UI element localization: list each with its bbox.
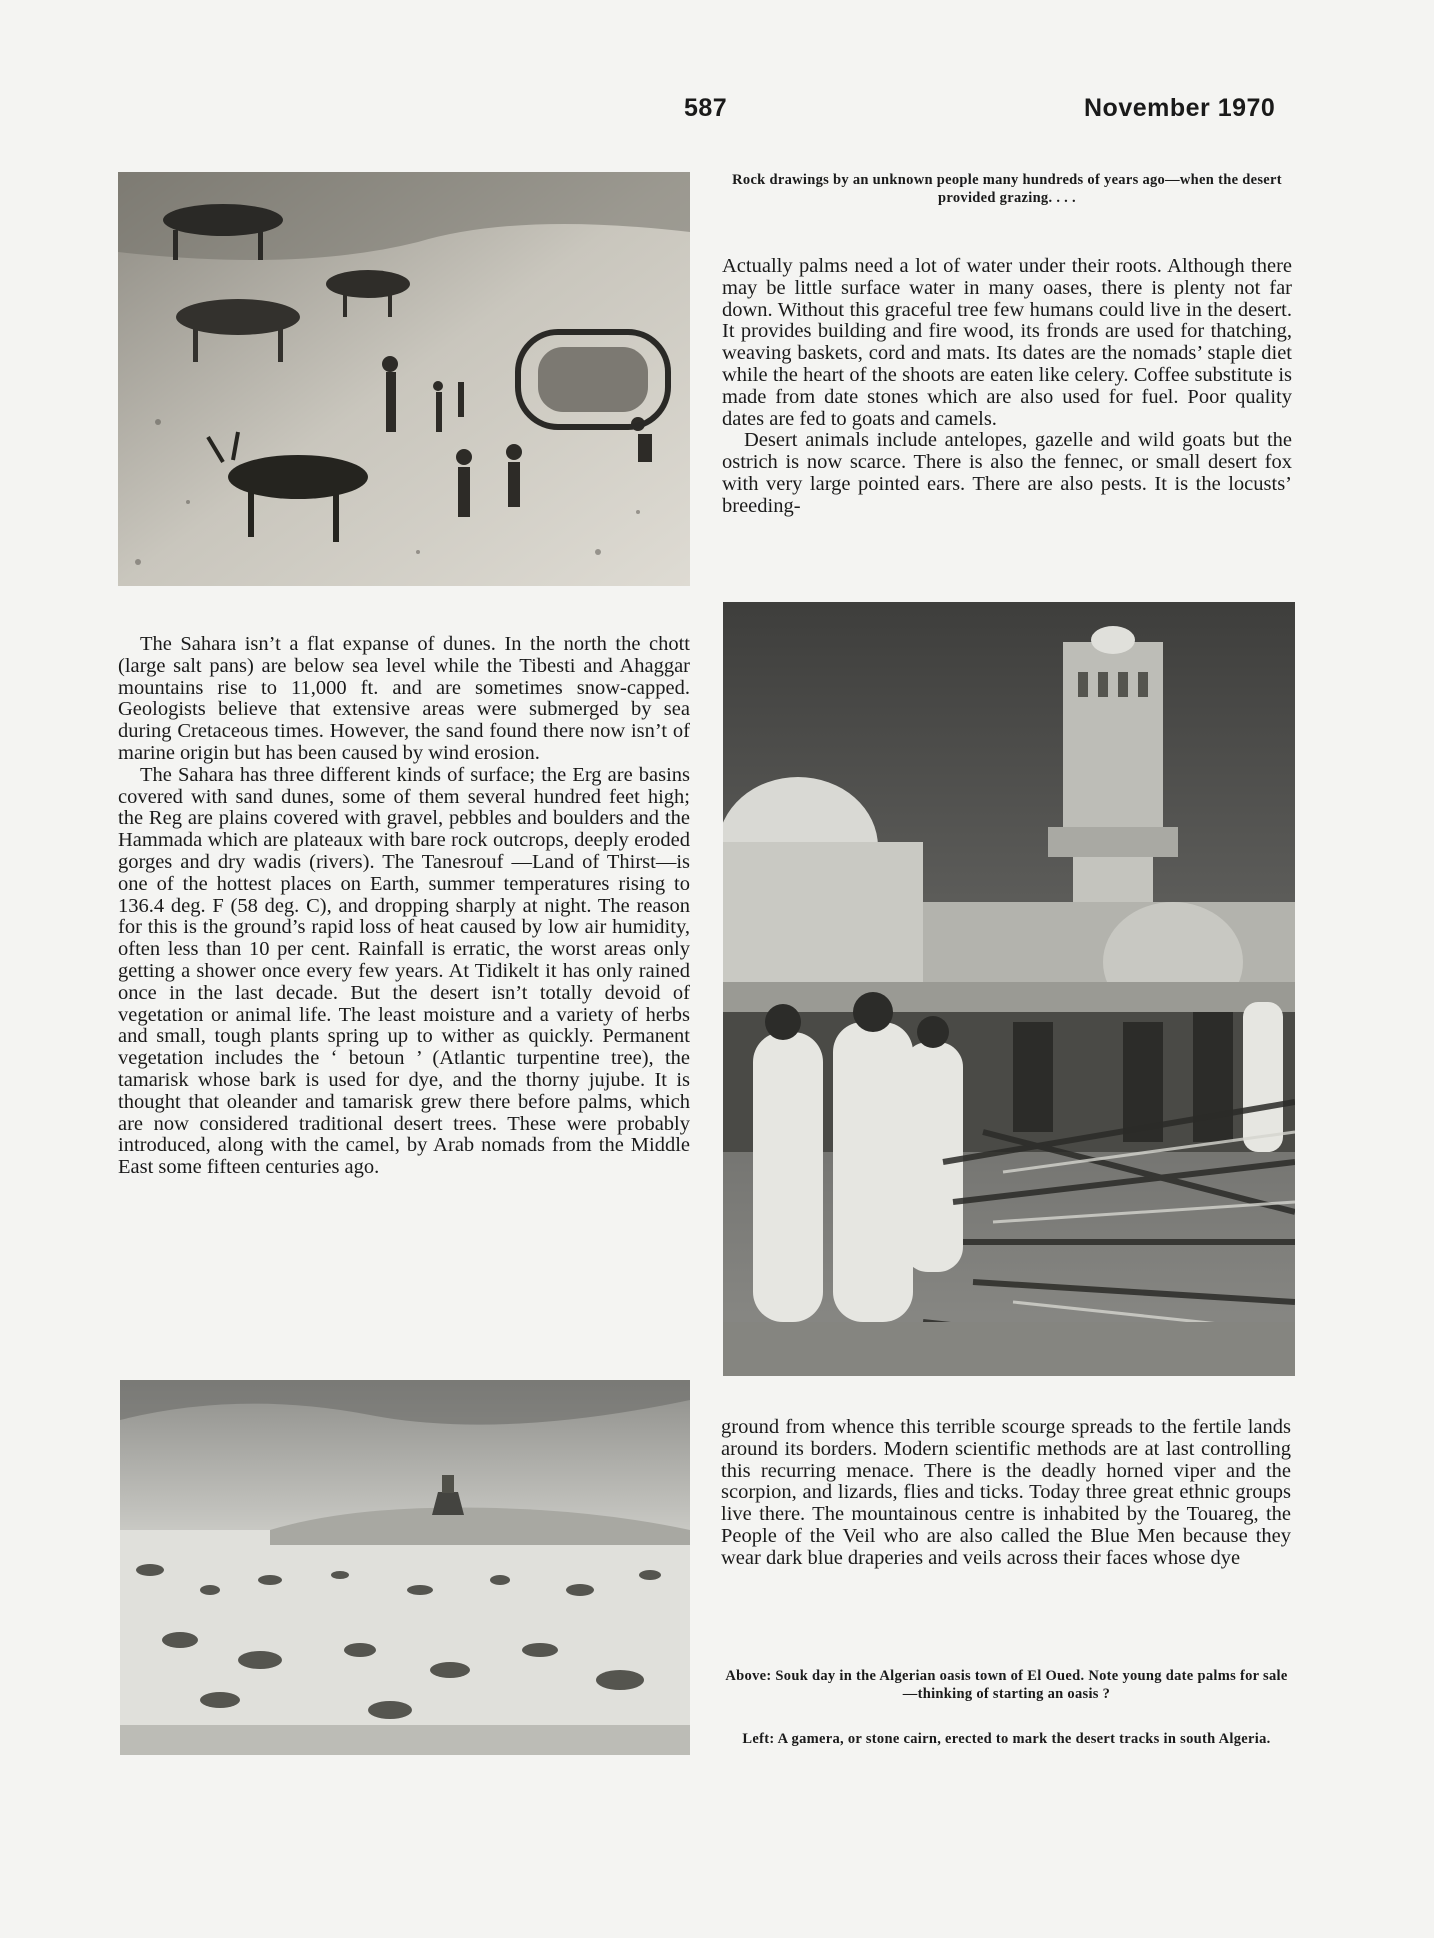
text-column-left — [118, 634, 690, 1179]
paragraph: The Sahara has three different kinds of surface; the Erg are basins covered with sand dunes, some of them several hundred feet high; the Reg are plains covered with gravel, pebbles and boulders and the Hammada which are plateaux with bare rock outcrops, deeply eroded gorges and dry wadis (rivers). The Tanesrouf —Land of Thirst—is one of the hottest places on Earth, summer temperatures rising to 136.4 deg. F (58 deg. C), and dropping sharply at night. The reason for this is the ground’s rapid loss of heat caused by low air humidity, often less than 10 per cent. Rainfall is erratic, the worst areas only getting a shower once every few years. At Tidikelt it has only rained once in the last decade. But the desert isn’t totally devoid of vegetation or animal life. The least moisture and a variety of herbs and small, tough plants spring up to wither as quickly. Permanent vegetation includes the ‘ betoun ’ (Atlantic turpentine tree), the tamarisk whose bark is used for dye, and the thorny jujube. It is thought that oleander and tamarisk grew there before palms, which are now considered traditional desert trees. These were probably introduced, along with the camel, by Arab nomads from the Middle East some fifteen centuries ago. — [118, 763, 690, 1179]
text-column-right-bottom — [721, 1417, 1291, 1570]
rock-drawings-photo — [118, 172, 690, 586]
paragraph: Actually palms need a lot of water under their roots. Although there may be little surface water in many oases, there is plenty not far down. Without this graceful tree few humans could live in the desert. It provides building and fire wood, its fronds are used for thatching, weaving baskets, cord and mats. Its dates are the nomads’ staple diet while the heart of the shoots are eaten like celery. Coffee substitute is made from date stones which are also used for fuel. Poor quality dates are fed to goats and camels. — [722, 255, 1292, 430]
paragraph: ground from whence this terrible scourge spreads to the fertile lands around its borders. Modern scientific methods are at last controlling this recurring menace. There is the deadly horned viper and the scorpion, and lizards, flies and ticks. Today three great ethnic groups live there. The mountainous centre is inhabited by the Touareg, the People of the Veil who are also called the Blue Men because they wear dark blue draperies and veils across their faces whose dye — [721, 1416, 1291, 1569]
caption-rock-drawings: Rock drawings by an unknown people many hundreds of years ago—when the desert provided grazing. . . . — [732, 172, 1282, 206]
souk-photo — [723, 602, 1295, 1376]
cairn-photo — [120, 1380, 690, 1755]
paragraph: The Sahara isn’t a flat expanse of dunes. In the north the chott (large salt pans) are below sea level while the Tibesti and Ahaggar mountains rise to 11,000 ft. and are sometimes snow-capped. Geologists believe that extensive areas were submerged by sea during Cretaceous times. However, the sand found there now isn’t of marine origin but has been caused by wind erosion. — [118, 633, 690, 764]
page-number: 587 — [684, 94, 728, 122]
paragraph: Desert animals include antelopes, gazelle and wild goats but the ostrich is now scarce. There is also the fennec, or small desert fox with very large pointed ears. There are also pests. It is the locusts’ breeding- — [722, 429, 1292, 517]
text-column-right-top — [722, 256, 1292, 518]
caption-gamera: Left: A gamera, or stone cairn, erected to mark the desert tracks in south Algeria. — [742, 1731, 1271, 1747]
issue-date: November 1970 — [1084, 94, 1276, 122]
caption-souk: Above: Souk day in the Algerian oasis town of El Oued. Note young date palms for sale—thinking of starting an oasis ? — [725, 1668, 1288, 1702]
